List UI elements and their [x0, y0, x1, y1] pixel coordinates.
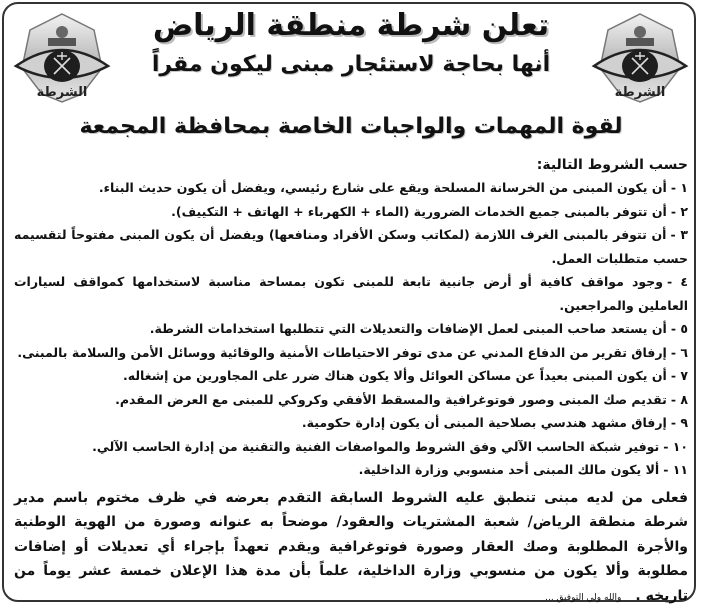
condition-item: ٩ -إرفاق مشهد هندسي بصلاحية المبنى أن يكون إدارة حكومية.: [14, 411, 688, 435]
conditions-list: [14, 176, 688, 482]
condition-item: ١١ -ألا يكون مالك المبنى أحد منسوبي وزارة الداخلية.: [14, 458, 688, 482]
announcement-subtitle-2: لقوة المهمات والواجبات الخاصة بمحافظة المجمعة: [40, 110, 662, 144]
condition-item: ١٠ -توفير شبكة الحاسب الآلي وفق الشروط والمواصفات الفنية والتقنية من إدارة الحاسب الآلي.: [14, 435, 688, 459]
condition-item: ٦ -إرفاق تقرير من الدفاع المدني عن مدى توفر الاحتياطات الأمنية والوقائية ووسائل الأمن والسلامة بالمبنى.: [14, 341, 688, 365]
announcement-body: [14, 152, 688, 610]
condition-item: ٢ -أن تتوفر بالمبنى جميع الخدمات الضرورية (الماء + الكهرباء + الهاتف + التكييف).: [14, 200, 688, 224]
police-emblem-icon: [10, 8, 114, 108]
condition-item: ٧ -أن يكون المبنى بعيداً عن مساكن العوائل وألا يكون هناك ضرر على المجاورين من إشغاله.: [14, 364, 688, 388]
police-emblem-right: [588, 8, 692, 108]
announcement-header: [120, 4, 582, 82]
police-emblem-icon: [588, 8, 692, 108]
condition-item: ٤ -وجود مواقف كافية أو أرض جانبية تابعة للمبنى تكون بمساحة مناسبة لاستخدامها كمواقف لسيارات العاملين والمراجعين.: [14, 270, 688, 317]
svg-text:الشرطة: الشرطة: [615, 85, 666, 100]
sign-off: والله ولي التوفيق ...: [545, 593, 621, 603]
closing-paragraph: فعلى من لديه مبنى تنطبق عليه الشروط السابقة التقدم بعرضه في ظرف مختوم باسم مدير شرطة منطقة الرياض/ شعبة المشتريات والعقود/ موضحاً به عنوانه وصورة من الهوية الوطنية والأجرة المطلوبة وصك العقار وصورة فوتوغرافية ويقدم تعهداً بإجراء أي تعديلات أو إضافات مطلوبة وألا يكون من منسوبي وزارة الداخلية، علماً بأن مدة هذا الإعلان خمسة عشر يوماً من تاريخه .والله ولي التوفيق ...: [14, 486, 688, 610]
conditions-intro: حسب الشروط التالية:: [14, 154, 688, 176]
police-emblem-left: [10, 8, 114, 108]
condition-item: ١ -أن يكون المبنى من الخرسانة المسلحة ويقع على شارع رئيسي، ويفضل أن يكون حديث البناء.: [14, 176, 688, 200]
condition-item: ٣ -أن تتوفر بالمبنى الغرف اللازمة (لمكاتب وسكن الأفراد ومنافعها) ويفضل أن يكون المبنى مفتوحاً لتقسيمه حسب متطلبات العمل.: [14, 223, 688, 270]
condition-item: ٨ -تقديم صك المبنى وصور فوتوغرافية والمسقط الأفقي وكروكي للمبنى مع العرض المقدم.: [14, 388, 688, 412]
announcement-title: تعلن شرطة منطقة الرياض: [120, 4, 582, 48]
announcement-subtitle: أنها بحاجة لاستئجار مبنى ليكون مقراً: [120, 48, 582, 82]
condition-item: ٥ -أن يستعد صاحب المبنى لعمل الإضافات والتعديلات التي تتطلبها استخدامات الشرطة.: [14, 317, 688, 341]
svg-text:الشرطة: الشرطة: [37, 85, 88, 100]
